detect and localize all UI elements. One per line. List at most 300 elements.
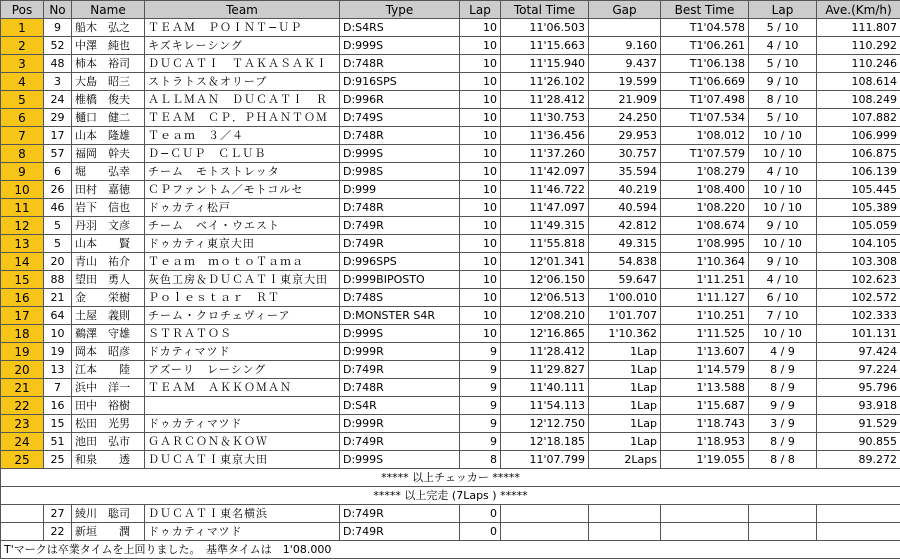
cell-gap: 29.953	[589, 127, 661, 145]
cell-name: 江本 陸	[72, 361, 145, 379]
cell-best-time: 1'08.279	[661, 163, 749, 181]
cell-no: 20	[44, 253, 72, 271]
cell-no: 26	[44, 181, 72, 199]
cell-type: D:999BIPOSTO	[340, 271, 460, 289]
cell-team: ドゥカティ東京大田	[145, 235, 340, 253]
cell-no: 57	[44, 145, 72, 163]
cell-gap: 1Lap	[589, 379, 661, 397]
cell-best-time: 1'19.055	[661, 451, 749, 469]
cell-ave-speed: 97.424	[817, 343, 900, 361]
table-row	[1, 415, 900, 433]
cell-pos: 14	[1, 253, 44, 271]
cell-best-lap: 5 / 10	[749, 19, 817, 37]
cell-best-time: 1'15.687	[661, 397, 749, 415]
cell-best-time: 1'11.525	[661, 325, 749, 343]
cell-name: 丹羽 文彦	[72, 217, 145, 235]
cell-no: 88	[44, 271, 72, 289]
cell-no: 21	[44, 289, 72, 307]
cell-lap: 10	[460, 145, 501, 163]
cell-lap: 10	[460, 325, 501, 343]
cell-type: D:996SPS	[340, 253, 460, 271]
cell-no: 46	[44, 199, 72, 217]
cell-gap	[589, 523, 661, 541]
cell-best-lap: 4 / 10	[749, 271, 817, 289]
cell-total-time: 12'01.341	[501, 253, 589, 271]
cell-team: ＴＥＡＭ ＰＯＩＮＴ−ＵＰ	[145, 19, 340, 37]
table-row	[1, 289, 900, 307]
cell-type: D:999	[340, 181, 460, 199]
cell-gap: 59.647	[589, 271, 661, 289]
cell-no: 9	[44, 19, 72, 37]
cell-total-time: 11'29.827	[501, 361, 589, 379]
cell-gap: 30.757	[589, 145, 661, 163]
cell-best-time: 1'08.995	[661, 235, 749, 253]
cell-type: D:998S	[340, 163, 460, 181]
cell-no: 25	[44, 451, 72, 469]
cell-name: 新垣 潤	[72, 523, 145, 541]
cell-name: 大島 昭三	[72, 73, 145, 91]
cell-pos: 8	[1, 145, 44, 163]
cell-lap: 9	[460, 379, 501, 397]
cell-best-time: 1'13.607	[661, 343, 749, 361]
cell-ave-speed: 101.131	[817, 325, 900, 343]
cell-pos	[1, 505, 44, 523]
cell-team: ＤＵＣＡＴＩ ＴＡＫＡＳＡＫＩ	[145, 55, 340, 73]
cell-gap	[589, 19, 661, 37]
header-best-time: Best Time	[661, 1, 749, 19]
cell-best-time: 1'08.220	[661, 199, 749, 217]
cell-lap: 10	[460, 235, 501, 253]
cell-best-lap: 8 / 9	[749, 379, 817, 397]
cell-no: 17	[44, 127, 72, 145]
cell-best-time: T1'06.261	[661, 37, 749, 55]
cell-lap: 0	[460, 523, 501, 541]
cell-type: D:748R	[340, 55, 460, 73]
cell-lap: 10	[460, 55, 501, 73]
cell-pos: 12	[1, 217, 44, 235]
cell-type: D:999R	[340, 343, 460, 361]
cell-team: Ｐｏｌｅｓｔａｒ ＲＴ	[145, 289, 340, 307]
cell-team: チーム ベイ・ウエスト	[145, 217, 340, 235]
cell-type: D:749R	[340, 523, 460, 541]
cell-total-time: 11'49.315	[501, 217, 589, 235]
cell-total-time: 11'40.111	[501, 379, 589, 397]
cell-name: 樋口 健二	[72, 109, 145, 127]
cell-ave-speed: 102.572	[817, 289, 900, 307]
cell-gap: 1Lap	[589, 415, 661, 433]
cell-no: 7	[44, 379, 72, 397]
cell-no: 52	[44, 37, 72, 55]
cell-total-time: 11'28.412	[501, 343, 589, 361]
cell-pos: 25	[1, 451, 44, 469]
cell-best-time: 1'08.012	[661, 127, 749, 145]
finished-note-text: ***** 以上完走 (7Laps ) *****	[1, 487, 900, 505]
cell-no: 48	[44, 55, 72, 73]
cell-ave-speed: 110.246	[817, 55, 900, 73]
cell-no: 13	[44, 361, 72, 379]
cell-no: 10	[44, 325, 72, 343]
cell-lap: 10	[460, 289, 501, 307]
cell-pos: 6	[1, 109, 44, 127]
cell-team: ドゥカティ松戸	[145, 199, 340, 217]
cell-pos: 17	[1, 307, 44, 325]
header-pos: Pos	[1, 1, 44, 19]
cell-ave-speed: 105.445	[817, 181, 900, 199]
cell-name: 土屋 義則	[72, 307, 145, 325]
cell-lap: 9	[460, 415, 501, 433]
cell-name: 浜中 洋一	[72, 379, 145, 397]
cell-pos: 19	[1, 343, 44, 361]
cell-name: 鵜澤 守雄	[72, 325, 145, 343]
cell-pos: 2	[1, 37, 44, 55]
cell-type: D:999S	[340, 451, 460, 469]
cell-total-time: 11'26.102	[501, 73, 589, 91]
cell-no: 5	[44, 235, 72, 253]
cell-best-lap: 10 / 10	[749, 181, 817, 199]
cell-total-time: 11'37.260	[501, 145, 589, 163]
cell-type: D:748R	[340, 127, 460, 145]
cell-team: ＡＬＬＭＡＮ ＤＵＣＡＴＩ Ｒ	[145, 91, 340, 109]
cell-team: チーム・クロチェヴィーア	[145, 307, 340, 325]
cell-best-time: 1'18.953	[661, 433, 749, 451]
cell-no: 24	[44, 91, 72, 109]
table-row	[1, 37, 900, 55]
table-row	[1, 379, 900, 397]
cell-total-time: 11'30.753	[501, 109, 589, 127]
table-row	[1, 433, 900, 451]
cell-gap: 49.315	[589, 235, 661, 253]
cell-team: ＣＰファントム／モトコルセ	[145, 181, 340, 199]
checker-note	[1, 469, 900, 487]
cell-best-time: T1'07.498	[661, 91, 749, 109]
table-row	[1, 19, 900, 37]
cell-gap: 1'01.707	[589, 307, 661, 325]
cell-best-time: 1'08.674	[661, 217, 749, 235]
cell-gap: 40.594	[589, 199, 661, 217]
cell-team: ストラトス＆オリーブ	[145, 73, 340, 91]
cell-pos: 23	[1, 415, 44, 433]
cell-gap: 1Lap	[589, 343, 661, 361]
cell-best-lap: 8 / 9	[749, 433, 817, 451]
table-row	[1, 145, 900, 163]
cell-lap: 10	[460, 181, 501, 199]
table-row	[1, 235, 900, 253]
cell-name: 望田 勇人	[72, 271, 145, 289]
cell-no: 6	[44, 163, 72, 181]
cell-name: 田村 嘉徳	[72, 181, 145, 199]
cell-best-time: 1'11.127	[661, 289, 749, 307]
cell-lap: 10	[460, 271, 501, 289]
cell-best-time	[661, 505, 749, 523]
table-row	[1, 325, 900, 343]
cell-best-time: T1'07.534	[661, 109, 749, 127]
cell-no: 22	[44, 523, 72, 541]
cell-best-lap	[749, 523, 817, 541]
cell-ave-speed: 91.529	[817, 415, 900, 433]
header-team: Team	[145, 1, 340, 19]
cell-gap: 35.594	[589, 163, 661, 181]
cell-ave-speed: 95.796	[817, 379, 900, 397]
cell-name: 柿本 裕司	[72, 55, 145, 73]
cell-ave-speed: 110.292	[817, 37, 900, 55]
cell-name: 堀 弘幸	[72, 163, 145, 181]
cell-total-time	[501, 505, 589, 523]
cell-best-lap: 9 / 10	[749, 253, 817, 271]
cell-best-time: T1'06.138	[661, 55, 749, 73]
cell-lap: 10	[460, 91, 501, 109]
cell-lap: 10	[460, 307, 501, 325]
cell-lap: 10	[460, 109, 501, 127]
cell-type: D:748S	[340, 289, 460, 307]
cell-best-lap: 6 / 10	[749, 289, 817, 307]
cell-total-time: 11'06.503	[501, 19, 589, 37]
cell-best-lap: 5 / 10	[749, 55, 817, 73]
cell-team: Ｔｅａｍ ３／４	[145, 127, 340, 145]
cell-ave-speed: 106.999	[817, 127, 900, 145]
cell-ave-speed: 93.918	[817, 397, 900, 415]
header-gap: Gap	[589, 1, 661, 19]
cell-no: 15	[44, 415, 72, 433]
cell-best-time: T1'04.578	[661, 19, 749, 37]
cell-pos: 22	[1, 397, 44, 415]
cell-ave-speed: 90.855	[817, 433, 900, 451]
cell-name: 青山 祐介	[72, 253, 145, 271]
cell-best-lap: 4 / 10	[749, 37, 817, 55]
cell-best-lap: 7 / 10	[749, 307, 817, 325]
cell-name: 和泉 透	[72, 451, 145, 469]
cell-name: 山本 賢	[72, 235, 145, 253]
cell-type: D:999S	[340, 325, 460, 343]
cell-team: Ｄ−ＣＵＰ ＣＬＵＢ	[145, 145, 340, 163]
cell-type: D:749R	[340, 361, 460, 379]
cell-lap: 9	[460, 397, 501, 415]
cell-best-lap: 10 / 10	[749, 325, 817, 343]
cell-best-time: 1'10.251	[661, 307, 749, 325]
cell-lap: 10	[460, 37, 501, 55]
cell-total-time: 11'07.799	[501, 451, 589, 469]
cell-type: D:749R	[340, 217, 460, 235]
cell-gap: 2Laps	[589, 451, 661, 469]
cell-team: ＤＵＣＡＴＩ東京大田	[145, 451, 340, 469]
footer-note: T'マークは卒業タイムを上回りました。 基準タイムは 1'08.000	[1, 541, 900, 559]
header-ave-speed: Ave.(Km/h)	[817, 1, 900, 19]
cell-best-time: T1'06.669	[661, 73, 749, 91]
table-row	[1, 73, 900, 91]
cell-gap: 42.812	[589, 217, 661, 235]
checker-note-text: ***** 以上チェッカー *****	[1, 469, 900, 487]
cell-type: D:748R	[340, 199, 460, 217]
cell-name: 椎橋 俊夫	[72, 91, 145, 109]
cell-lap: 10	[460, 127, 501, 145]
cell-type: D:916SPS	[340, 73, 460, 91]
cell-team: ＧＡＲＣＯＮ＆ＫＯＷ	[145, 433, 340, 451]
cell-best-time: T1'07.579	[661, 145, 749, 163]
cell-pos: 5	[1, 91, 44, 109]
table-row	[1, 217, 900, 235]
cell-ave-speed	[817, 523, 900, 541]
cell-team	[145, 397, 340, 415]
header-type: Type	[340, 1, 460, 19]
cell-total-time: 12'18.185	[501, 433, 589, 451]
cell-lap: 8	[460, 451, 501, 469]
cell-lap: 10	[460, 19, 501, 37]
table-row	[1, 397, 900, 415]
results-body	[1, 19, 900, 559]
table-row	[1, 361, 900, 379]
cell-name: 岩下 信也	[72, 199, 145, 217]
header-best-lap: Lap	[749, 1, 817, 19]
cell-name: 山本 隆雄	[72, 127, 145, 145]
cell-team: ＳＴＲＡＴＯＳ	[145, 325, 340, 343]
cell-lap: 0	[460, 505, 501, 523]
cell-ave-speed: 102.623	[817, 271, 900, 289]
cell-lap: 10	[460, 253, 501, 271]
cell-team: キズキレーシング	[145, 37, 340, 55]
table-row	[1, 91, 900, 109]
cell-name: 船木 弘之	[72, 19, 145, 37]
cell-ave-speed: 106.875	[817, 145, 900, 163]
cell-team: アズーリ レーシング	[145, 361, 340, 379]
cell-best-time	[661, 523, 749, 541]
cell-no: 29	[44, 109, 72, 127]
cell-gap: 1'10.362	[589, 325, 661, 343]
table-row	[1, 343, 900, 361]
cell-lap: 10	[460, 217, 501, 235]
cell-gap: 40.219	[589, 181, 661, 199]
cell-pos	[1, 523, 44, 541]
cell-ave-speed: 107.882	[817, 109, 900, 127]
cell-team: ＴＥＡＭ ＣＰ．ＰＨＡＮＴＯＭ	[145, 109, 340, 127]
cell-no: 5	[44, 217, 72, 235]
cell-pos: 1	[1, 19, 44, 37]
cell-total-time: 11'15.940	[501, 55, 589, 73]
cell-pos: 16	[1, 289, 44, 307]
cell-no: 3	[44, 73, 72, 91]
cell-best-lap: 8 / 8	[749, 451, 817, 469]
cell-team: チーム モトストレッタ	[145, 163, 340, 181]
cell-lap: 10	[460, 163, 501, 181]
cell-pos: 4	[1, 73, 44, 91]
cell-ave-speed: 103.308	[817, 253, 900, 271]
cell-type: D:999R	[340, 415, 460, 433]
cell-best-time: 1'14.579	[661, 361, 749, 379]
cell-lap: 9	[460, 361, 501, 379]
cell-ave-speed: 108.249	[817, 91, 900, 109]
header-total-time: Total Time	[501, 1, 589, 19]
cell-total-time: 12'06.150	[501, 271, 589, 289]
cell-lap: 10	[460, 199, 501, 217]
cell-name: 中澤 純也	[72, 37, 145, 55]
cell-best-time: 1'10.364	[661, 253, 749, 271]
table-row	[1, 505, 900, 523]
cell-type: D:999S	[340, 37, 460, 55]
cell-gap	[589, 505, 661, 523]
cell-total-time: 12'16.865	[501, 325, 589, 343]
cell-total-time: 11'36.456	[501, 127, 589, 145]
cell-best-lap: 5 / 10	[749, 109, 817, 127]
cell-no: 51	[44, 433, 72, 451]
cell-gap: 19.599	[589, 73, 661, 91]
cell-best-time: 1'18.743	[661, 415, 749, 433]
cell-gap: 21.909	[589, 91, 661, 109]
cell-pos: 20	[1, 361, 44, 379]
cell-ave-speed: 105.389	[817, 199, 900, 217]
table-row	[1, 451, 900, 469]
cell-total-time: 11'46.722	[501, 181, 589, 199]
cell-team: ＤＵＣＡＴＩ東名横浜	[145, 505, 340, 523]
cell-gap: 9.437	[589, 55, 661, 73]
cell-total-time: 11'15.663	[501, 37, 589, 55]
header-name: Name	[72, 1, 145, 19]
cell-type: D:MONSTER S4R	[340, 307, 460, 325]
cell-pos: 15	[1, 271, 44, 289]
cell-best-lap: 8 / 10	[749, 91, 817, 109]
cell-type: D:749S	[340, 109, 460, 127]
header-row	[1, 1, 900, 19]
cell-type: D:996R	[340, 91, 460, 109]
cell-total-time	[501, 523, 589, 541]
cell-name: 田中 裕樹	[72, 397, 145, 415]
cell-name: 福岡 幹夫	[72, 145, 145, 163]
cell-lap: 10	[460, 73, 501, 91]
cell-team: ドゥカティマツド	[145, 523, 340, 541]
cell-type: D:749R	[340, 235, 460, 253]
cell-best-lap: 9 / 10	[749, 73, 817, 91]
cell-no: 27	[44, 505, 72, 523]
cell-gap: 1'00.010	[589, 289, 661, 307]
cell-total-time: 11'28.412	[501, 91, 589, 109]
cell-best-lap: 9 / 9	[749, 397, 817, 415]
cell-total-time: 12'06.513	[501, 289, 589, 307]
cell-total-time: 12'12.750	[501, 415, 589, 433]
cell-gap: 54.838	[589, 253, 661, 271]
finished-note	[1, 487, 900, 505]
cell-pos: 7	[1, 127, 44, 145]
cell-pos: 11	[1, 199, 44, 217]
cell-pos: 9	[1, 163, 44, 181]
cell-team: ＴＥＡＭ ＡＫＫＯＭＡＮ	[145, 379, 340, 397]
header-lap: Lap	[460, 1, 501, 19]
cell-type: D:748R	[340, 379, 460, 397]
cell-ave-speed: 104.105	[817, 235, 900, 253]
cell-team: 灰色工房＆ＤＵＣＡＴＩ東京大田	[145, 271, 340, 289]
table-row	[1, 523, 900, 541]
cell-lap: 9	[460, 343, 501, 361]
cell-ave-speed: 108.614	[817, 73, 900, 91]
table-row	[1, 127, 900, 145]
cell-name: 綾川 聡司	[72, 505, 145, 523]
cell-best-lap	[749, 505, 817, 523]
cell-team: ドゥカティマツド	[145, 415, 340, 433]
cell-type: D:749R	[340, 505, 460, 523]
table-row	[1, 271, 900, 289]
cell-ave-speed: 97.224	[817, 361, 900, 379]
table-row	[1, 307, 900, 325]
table-row	[1, 109, 900, 127]
cell-best-time: 1'08.400	[661, 181, 749, 199]
table-row	[1, 55, 900, 73]
cell-no: 64	[44, 307, 72, 325]
cell-best-lap: 8 / 9	[749, 361, 817, 379]
cell-team: ドカティマツド	[145, 343, 340, 361]
cell-no: 19	[44, 343, 72, 361]
cell-pos: 10	[1, 181, 44, 199]
cell-best-lap: 10 / 10	[749, 235, 817, 253]
table-row	[1, 181, 900, 199]
table-row	[1, 253, 900, 271]
cell-name: 岡本 昭彦	[72, 343, 145, 361]
cell-type: D:S4R	[340, 397, 460, 415]
